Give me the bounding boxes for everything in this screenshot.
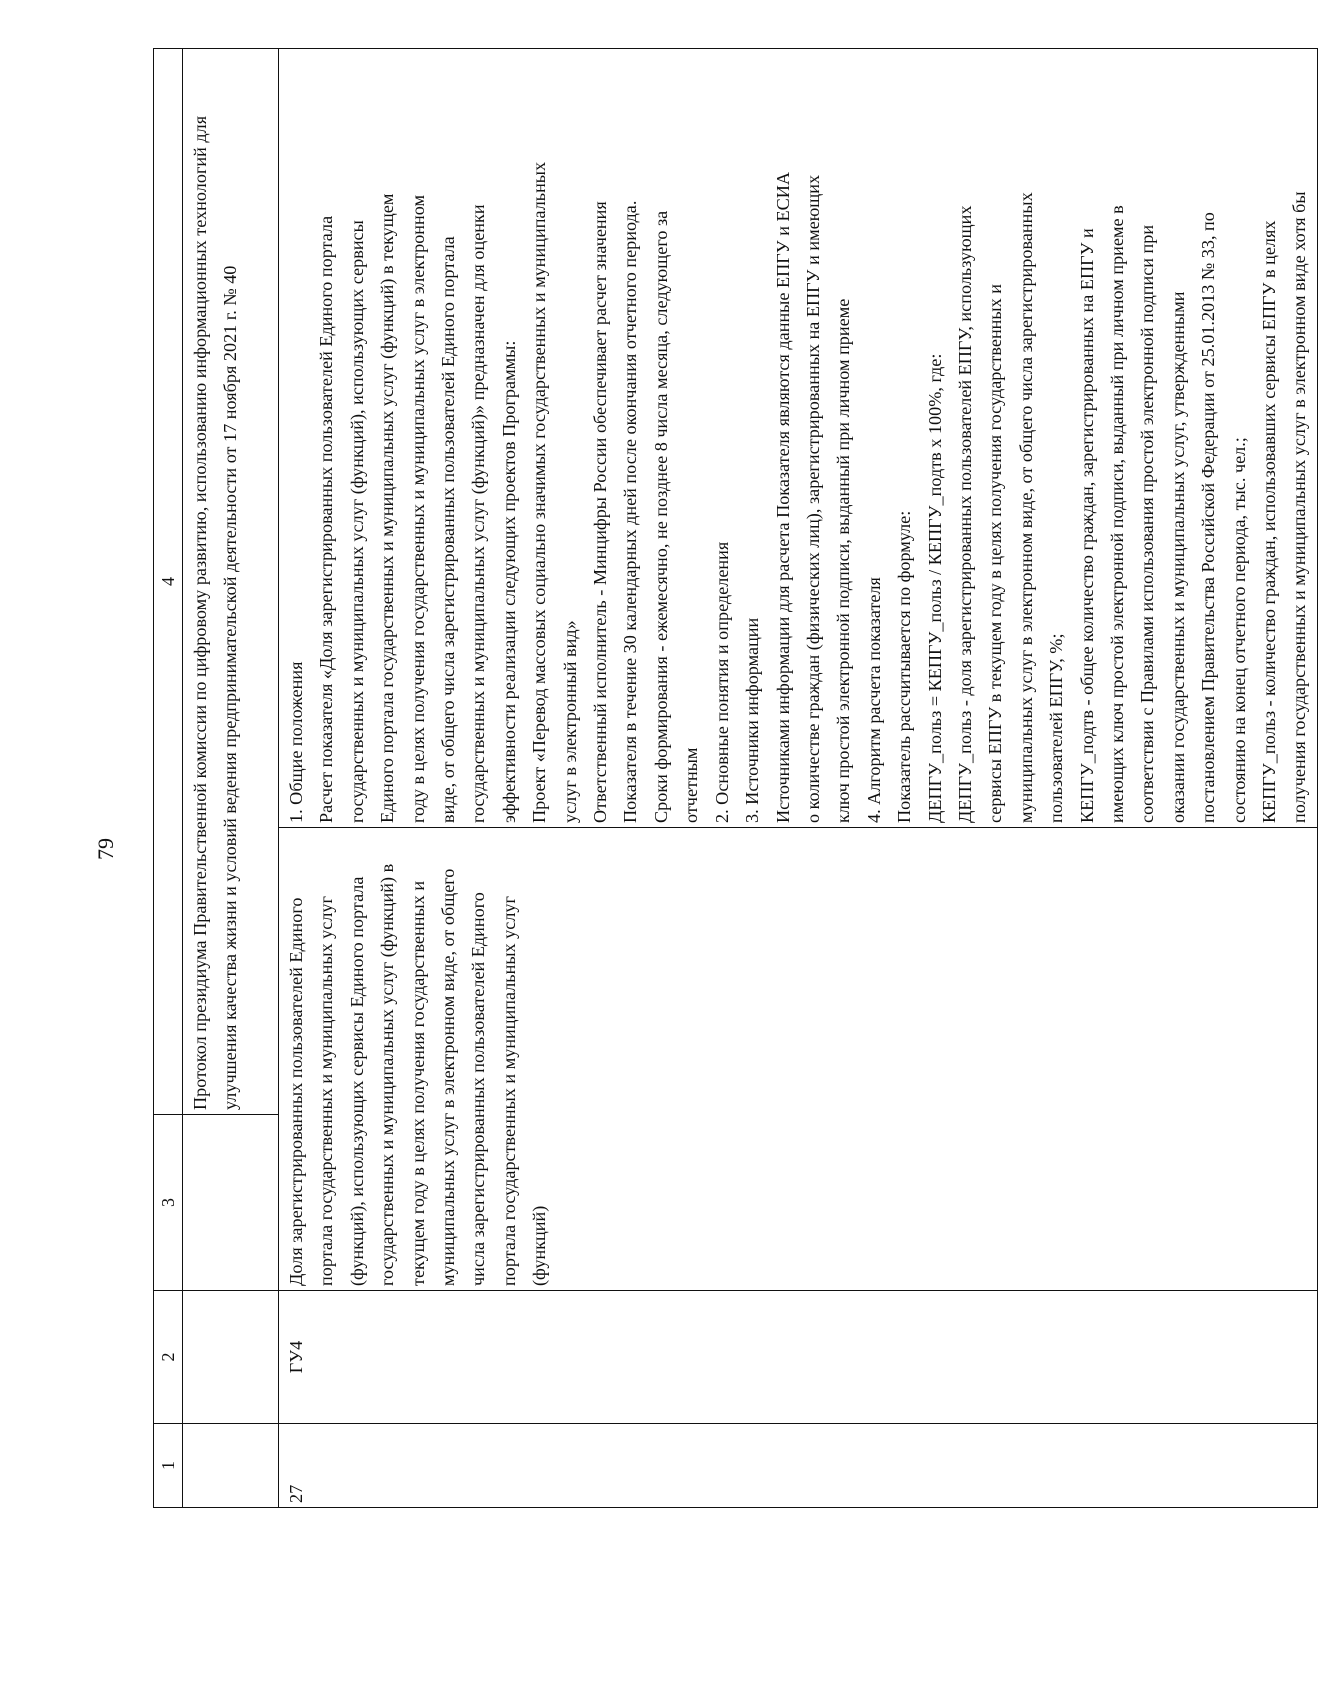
description-line: сервисы ЕПГУ в текущем году в целях получения государственных и: [985, 284, 1006, 823]
description-line: государственных и муниципальных услуг (функций)» предназначен для оценки: [468, 204, 489, 823]
description-line: виде, от общего числа зарегистрированных пользователей Единого портала: [438, 236, 459, 823]
description-line: Расчет показателя «Доля зарегистрированных пользователей Единого портала: [316, 215, 337, 823]
description-line: Единого портала государственных и муниципальных услуг (функций) в текущем: [377, 193, 398, 823]
description-line: КЕПГУ_подтв - общее количество граждан, зарегистрированных на ЕПГУ и: [1076, 228, 1097, 823]
description-line: году в целях получения государственных и муниципальных услуг в электронном: [407, 194, 428, 823]
row-code: ГУ4: [279, 1291, 1318, 1424]
description-line: получения государственных и муниципальных услуг в электронном виде хотя бы: [1289, 191, 1310, 823]
description-line: Проект «Перевод массовых социально значимых государственных и муниципальных: [529, 161, 550, 823]
header-col-3: 3: [154, 1115, 183, 1291]
description-line: о количестве граждан (физических лиц), зарегистрированных на ЕПГУ и имеющих: [802, 174, 823, 823]
header-col-2: 2: [154, 1291, 183, 1424]
description-line: муниципальных услуг в электронном виде, от общего числа зарегистрированных: [1015, 192, 1036, 823]
description-line: соответствии с Правилами использования простой электронной подписи при: [1137, 224, 1158, 823]
indicator-description: [279, 49, 1318, 828]
header-col-4: 4: [154, 49, 183, 1115]
description-line: 4. Алгоритм расчета показателя: [863, 577, 884, 823]
description-line: 3. Источники информации: [742, 617, 763, 823]
indicator-table: [153, 48, 1318, 1508]
row-number: 27: [279, 1424, 1318, 1508]
description-line: отчетным: [681, 747, 702, 823]
description-line: Ответственный исполнитель - Минцифры России обеспечивает расчет значения: [590, 201, 611, 823]
table-header-row: [154, 49, 183, 1508]
page-number: 79: [93, 838, 118, 860]
description-line: ДЕПГУ_польз - доля зарегистрированных пользователей ЕПГУ, использующих: [954, 205, 975, 823]
protocol-row: [183, 49, 279, 1508]
description-line: оказании государственных и муниципальных услуг, утвержденными: [1167, 291, 1188, 823]
description-line: состоянию на конец отчетного периода, тыс. чел.;: [1228, 437, 1249, 823]
description-line: 1. Общие положения: [286, 661, 306, 823]
description-line: Показатель рассчитывается по формуле:: [894, 510, 915, 823]
description-line: услуг в электронный вид»: [559, 620, 580, 823]
description-line: имеющих ключ простой электронной подписи, выданный при личном приеме в: [1106, 205, 1127, 823]
header-col-1: 1: [154, 1424, 183, 1508]
protocol-empty-2: [183, 1291, 279, 1424]
description-line: ДЕПГУ_польз = КЕПГУ_польз / КЕПГУ_подтв х 100%, где:: [924, 353, 945, 823]
description-line: 2. Основные понятия и определения: [711, 541, 732, 823]
protocol-empty-3: [183, 1115, 279, 1291]
description-line: ключ простой электронной подписи, выданный при личном приеме: [833, 298, 854, 823]
description-line: Источниками информации для расчета Показателя являются данные ЕПГУ и ЕСИА: [772, 172, 793, 823]
description-line: Сроки формирования - ежемесячно, не позднее 8 числа месяца, следующего за: [650, 210, 671, 823]
indicator-name: Доля зарегистрированных пользователей Единого портала государственных и муниципальных услуг (функций), использующих сервисы Единого портала государственных и муниципальных услуг (функций) в текущем году в целях получения государственных и муниципальных услуг в электронном виде, от общего числа зарегистрированных пользователей Единого портала государственных и муниципальных услуг (функций): [279, 828, 1318, 1291]
description-line: постановлением Правительства Российской Федерации от 25.01.2013 № 33, по: [1198, 212, 1219, 823]
description-line: Показателя в течение 30 календарных дней после окончания отчетного периода.: [620, 200, 641, 823]
description-line: пользователей ЕПГУ, %;: [1046, 633, 1067, 823]
table-row: [279, 49, 1318, 1508]
description-line: КЕПГУ_польз - количество граждан, использовавших сервисы ЕПГУ в целях: [1259, 220, 1279, 823]
protocol-empty-1: [183, 1424, 279, 1508]
document-table-rotated: [153, 48, 1310, 1508]
protocol-text: Протокол президиума Правительственной комиссии по цифровому развитию, использованию информационных технологий для улучшения качества жизни и условий ведения предпринимательской деятельности от 17 ноября 2021 г. № 40: [183, 49, 279, 1115]
description-line: государственных и муниципальных услуг (функций), использующих сервисы: [346, 220, 367, 823]
description-line: эффективности реализации следующих проектов Программы:: [498, 340, 519, 823]
